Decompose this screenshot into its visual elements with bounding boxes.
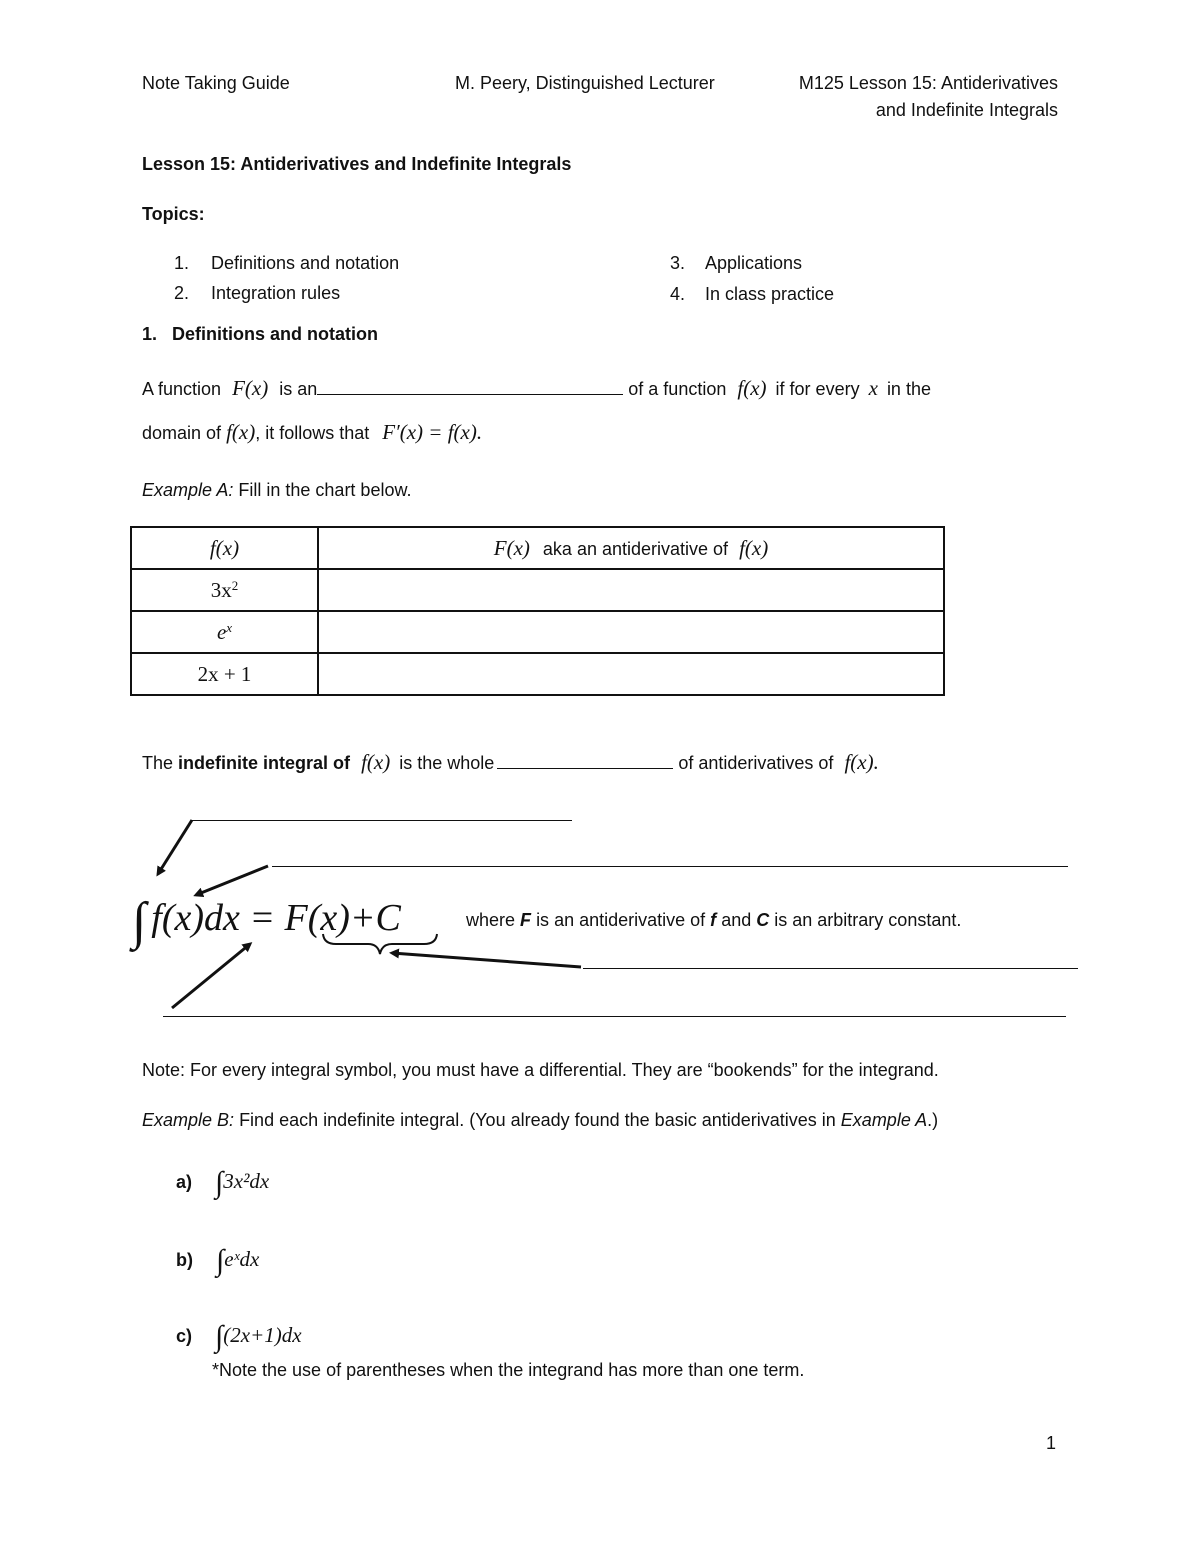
integral-sign: ∫ [215, 1166, 224, 1199]
explanation-text: is an antiderivative of [536, 910, 706, 930]
example-label: Example A: [142, 480, 234, 500]
explanation-var: F [520, 910, 532, 930]
math-fx: f(x) [739, 535, 769, 560]
arrow-to-differential [172, 944, 250, 1008]
definition-text: if for every [775, 379, 860, 399]
math-formula: f(x)dx = F(x)+C [151, 897, 401, 939]
explanation-var: f [710, 910, 717, 930]
part-b [176, 1240, 260, 1277]
math-expression: 2x + 1 [197, 661, 252, 686]
math-fx: f(x) [844, 750, 874, 774]
definition-text: is the whole [399, 753, 495, 773]
math-fx: f(x) [737, 376, 767, 400]
math-expression: (2x+1)dx [223, 1323, 302, 1347]
part-a [176, 1162, 270, 1199]
example-text: Find each indefinite integral. (You already found the basic antiderivatives in [239, 1110, 836, 1130]
parentheses-note: *Note the use of parentheses when the integrand has more than one term. [212, 1360, 805, 1380]
example-b [142, 1110, 938, 1131]
topic-label: Definitions and notation [211, 253, 400, 273]
topic-number: 1. [174, 253, 190, 273]
page-number: 1 [1046, 1433, 1057, 1453]
math-derivative-equation: F′(x) = f(x). [382, 420, 483, 444]
part-label: a) [176, 1172, 193, 1192]
topics-label: Topics: [142, 204, 205, 224]
integral-sign: ∫ [132, 893, 147, 950]
explanation-text: where [466, 910, 516, 930]
definition-text: The [142, 753, 174, 773]
note: Note: For every integral symbol, you must have a differential. They are “bookends” for the integrand. [142, 1060, 939, 1080]
topic-number: 2. [174, 283, 190, 303]
lesson-title: Lesson 15: Antiderivatives and Indefinite Integrals [142, 154, 572, 174]
definition-text: domain of [142, 423, 222, 443]
math-Fx: F(x) [232, 376, 269, 400]
period: . [873, 750, 879, 774]
arrow-to-antiderivative-family [392, 953, 581, 967]
topic-label: Applications [705, 253, 803, 273]
definition-text: is an [279, 379, 318, 399]
math-fx: f(x) [361, 750, 391, 774]
definition-bold: indefinite integral of [178, 753, 351, 773]
integral-formula [132, 884, 401, 950]
topic-number: 4. [670, 284, 686, 304]
explanation-var: C [756, 910, 770, 930]
formula-explanation [466, 910, 961, 931]
explanation-text: is an arbitrary constant. [774, 910, 962, 930]
math-x: x [868, 376, 878, 400]
integral-sign: ∫ [216, 1244, 225, 1277]
math-expression: 3x²dx [223, 1169, 270, 1193]
math-exponent: 2 [231, 577, 239, 593]
example-reference: Example A [840, 1110, 928, 1130]
topic-number: 3. [670, 253, 686, 273]
definition-text: of a function [628, 379, 727, 399]
part-c [176, 1316, 302, 1353]
example-text: .) [927, 1110, 939, 1130]
part-label: b) [176, 1250, 193, 1270]
header-right-line1: M125 Lesson 15: Antiderivatives [798, 73, 1058, 93]
definition-text: of antiderivatives of [678, 753, 834, 773]
math-expression: 3x [210, 577, 232, 602]
example-label: Example B: [142, 1110, 235, 1130]
math-fx: f(x) [226, 420, 256, 444]
math-expression: e [216, 619, 227, 644]
header-text: aka an antiderivative of [542, 538, 729, 559]
part-label: c) [176, 1326, 193, 1346]
topic-label: In class practice [705, 284, 835, 304]
topic-label: Integration rules [211, 283, 341, 303]
example-text: Fill in the chart below. [238, 480, 412, 500]
header-left: Note Taking Guide [142, 73, 290, 93]
header-right-line2: and Indefinite Integrals [875, 100, 1058, 120]
math-fx: f(x) [209, 535, 240, 560]
math-Fx: F(x) [493, 535, 530, 560]
section-heading: 1. Definitions and notation [142, 324, 378, 344]
math-expression: eˣdx [224, 1247, 260, 1271]
math-exponent: x [226, 619, 233, 635]
definition-text: in the [886, 379, 931, 399]
explanation-text: and [721, 910, 752, 930]
header-center: M. Peery, Distinguished Lecturer [455, 73, 715, 93]
arrow-to-integral-sign [158, 820, 192, 874]
definition-text: A function [142, 379, 222, 399]
definition-text: , it follows that [255, 423, 370, 443]
integral-sign: ∫ [215, 1320, 224, 1353]
